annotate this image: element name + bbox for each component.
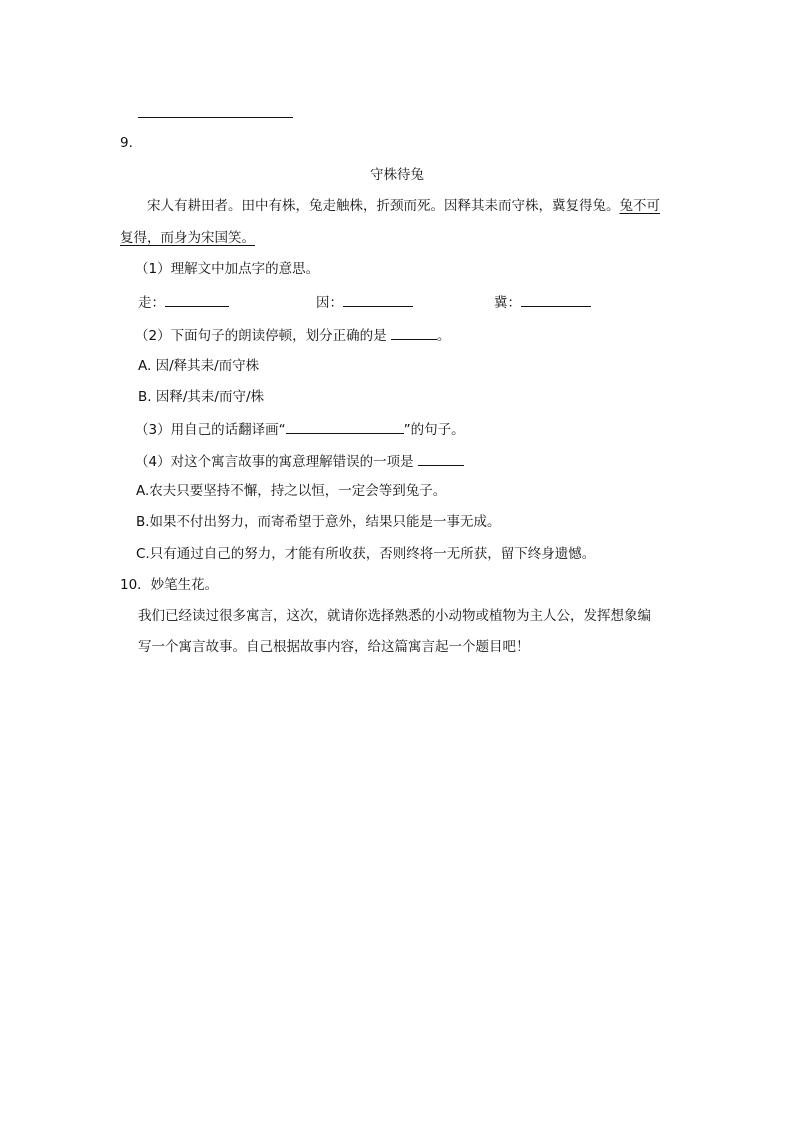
- subquestion-3-text: （3）用自己的话翻译画“: [135, 422, 286, 438]
- blank-yin-label: 因：: [316, 295, 343, 311]
- blank-yin: [316, 292, 413, 312]
- subquestion-1: （1）理解文中加点字的意思。: [135, 261, 320, 277]
- blank-yin-answer[interactable]: [343, 292, 413, 307]
- passage-line-1: [147, 197, 660, 215]
- subquestion-3: [135, 419, 465, 439]
- underlined-sentence-part1: 兔不可: [619, 198, 660, 214]
- choice-b: B.如果不付出努力，而寄希望于意外，结果只能是一事无成。: [136, 514, 501, 530]
- subquestion-2: [135, 325, 450, 345]
- choice-c: C.只有通过自己的努力，才能有所收获，否则终将一无所获，留下终身遗憾。: [136, 546, 596, 562]
- underlined-sentence-part2: 复得，而身为宋国笑。: [120, 230, 255, 246]
- subquestion-4-answer[interactable]: [418, 451, 464, 466]
- subquestion-3-suffix: ”的句子。: [403, 422, 465, 438]
- option-a: A. 因/释其耒/而守株: [138, 358, 260, 374]
- question-10-line-2: 写一个寓言故事。自己根据故事内容，给这篇寓言起一个题目吧！: [138, 639, 530, 655]
- answer-line: [138, 117, 293, 118]
- blank-ji-label: 冀：: [494, 295, 521, 311]
- blank-zou-answer[interactable]: [165, 292, 229, 307]
- passage-line-2: [120, 229, 255, 247]
- subquestion-4: [135, 451, 464, 471]
- blank-ji: [494, 292, 591, 312]
- subquestion-3-blank[interactable]: [286, 419, 404, 434]
- subquestion-2-answer[interactable]: [391, 325, 437, 340]
- passage-text: 宋人有耕田者。田中有株，兔走触株，折颈而死。因释其耒而守株，冀复得兔。: [147, 198, 620, 214]
- blank-ji-answer[interactable]: [521, 292, 591, 307]
- subquestion-2-suffix: 。: [436, 328, 451, 344]
- option-b: B. 因释/其耒/而守/株: [138, 389, 264, 405]
- choice-a: A.农夫只要坚持不懈，持之以恒，一定会等到兔子。: [136, 483, 447, 499]
- subquestion-4-text: （4）对这个寓言故事的寓意理解错误的一项是: [135, 454, 414, 470]
- question-9-number: 9．: [120, 135, 143, 151]
- blank-zou: [138, 292, 229, 312]
- subquestion-2-text: （2）下面句子的朗读停顿，划分正确的是: [135, 328, 387, 344]
- passage-title: 守株待兔: [370, 167, 424, 183]
- question-10-heading: 10．妙笔生花。: [120, 577, 219, 593]
- blank-zou-label: 走：: [138, 295, 165, 311]
- question-10-line-1: 我们已经读过很多寓言，这次，就请你选择熟悉的小动物或植物为主人公，发挥想象编: [138, 608, 651, 624]
